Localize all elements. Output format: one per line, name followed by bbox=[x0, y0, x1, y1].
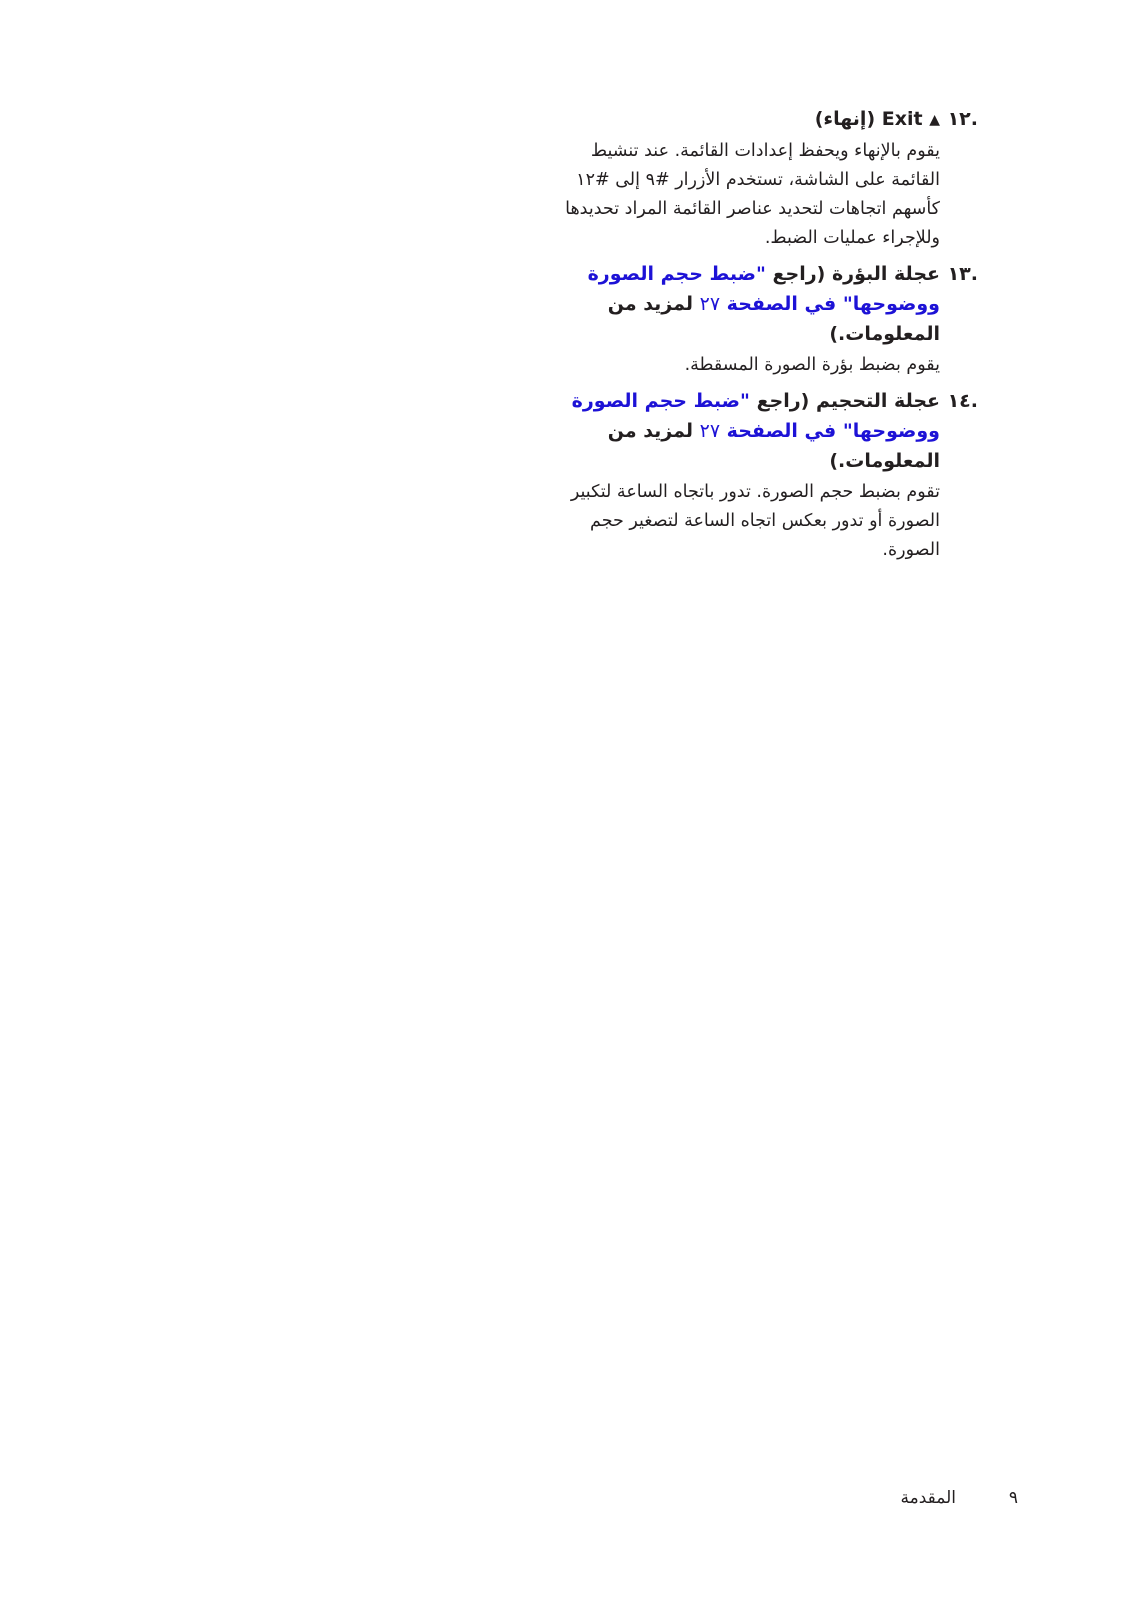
list-item-12 bbox=[560, 104, 978, 253]
document-content bbox=[560, 104, 978, 571]
item-heading bbox=[560, 386, 940, 476]
item-body: يقوم بالإنهاء ويحفظ إعدادات القائمة. عند تنشيط القائمة على الشاشة، تستخدم الأزرار #٩ إلى #١٢ كأسهم اتجاهات لتحديد عناصر القائمة المراد تحديدها وللإجراء عمليات الضبط. bbox=[565, 141, 940, 248]
item-body: تقوم بضبط حجم الصورة. تدور باتجاه الساعة لتكبير الصورة أو تدور بعكس اتجاه الساعة لتصغير حجم الصورة. bbox=[570, 482, 940, 560]
link-page-number[interactable]: ٢٧ bbox=[699, 293, 721, 315]
heading-tail: لمزيد من المعلومات.) bbox=[607, 293, 940, 345]
item-number: .١٢ bbox=[947, 108, 978, 130]
list-item-13 bbox=[560, 259, 978, 380]
page-footer bbox=[0, 1488, 1128, 1512]
list-item-14 bbox=[560, 386, 978, 565]
heading-text: عجلة البؤرة (راجع bbox=[772, 263, 940, 285]
heading-tail: لمزيد من المعلومات.) bbox=[607, 420, 940, 472]
exit-label-arabic: (إنهاء) bbox=[814, 108, 876, 130]
link-text[interactable]: "ضبط حجم الصورة ووضوحها" في الصفحة bbox=[587, 263, 940, 315]
exit-triangle-icon: ▲ bbox=[929, 112, 940, 128]
exit-label-english: Exit bbox=[881, 108, 923, 130]
item-number: .١٣ bbox=[947, 263, 978, 285]
heading-text: عجلة التحجيم (راجع bbox=[756, 390, 940, 412]
footer-page-number: ٩ bbox=[1008, 1488, 1018, 1508]
link-page-number[interactable]: ٢٧ bbox=[699, 420, 721, 442]
footer-section-label: المقدمة bbox=[900, 1488, 956, 1508]
item-number: .١٤ bbox=[947, 390, 978, 412]
item-heading bbox=[560, 104, 940, 135]
item-heading bbox=[560, 259, 940, 349]
link-text[interactable]: "ضبط حجم الصورة ووضوحها" في الصفحة bbox=[571, 390, 940, 442]
item-body: يقوم بضبط بؤرة الصورة المسقطة. bbox=[684, 355, 940, 375]
